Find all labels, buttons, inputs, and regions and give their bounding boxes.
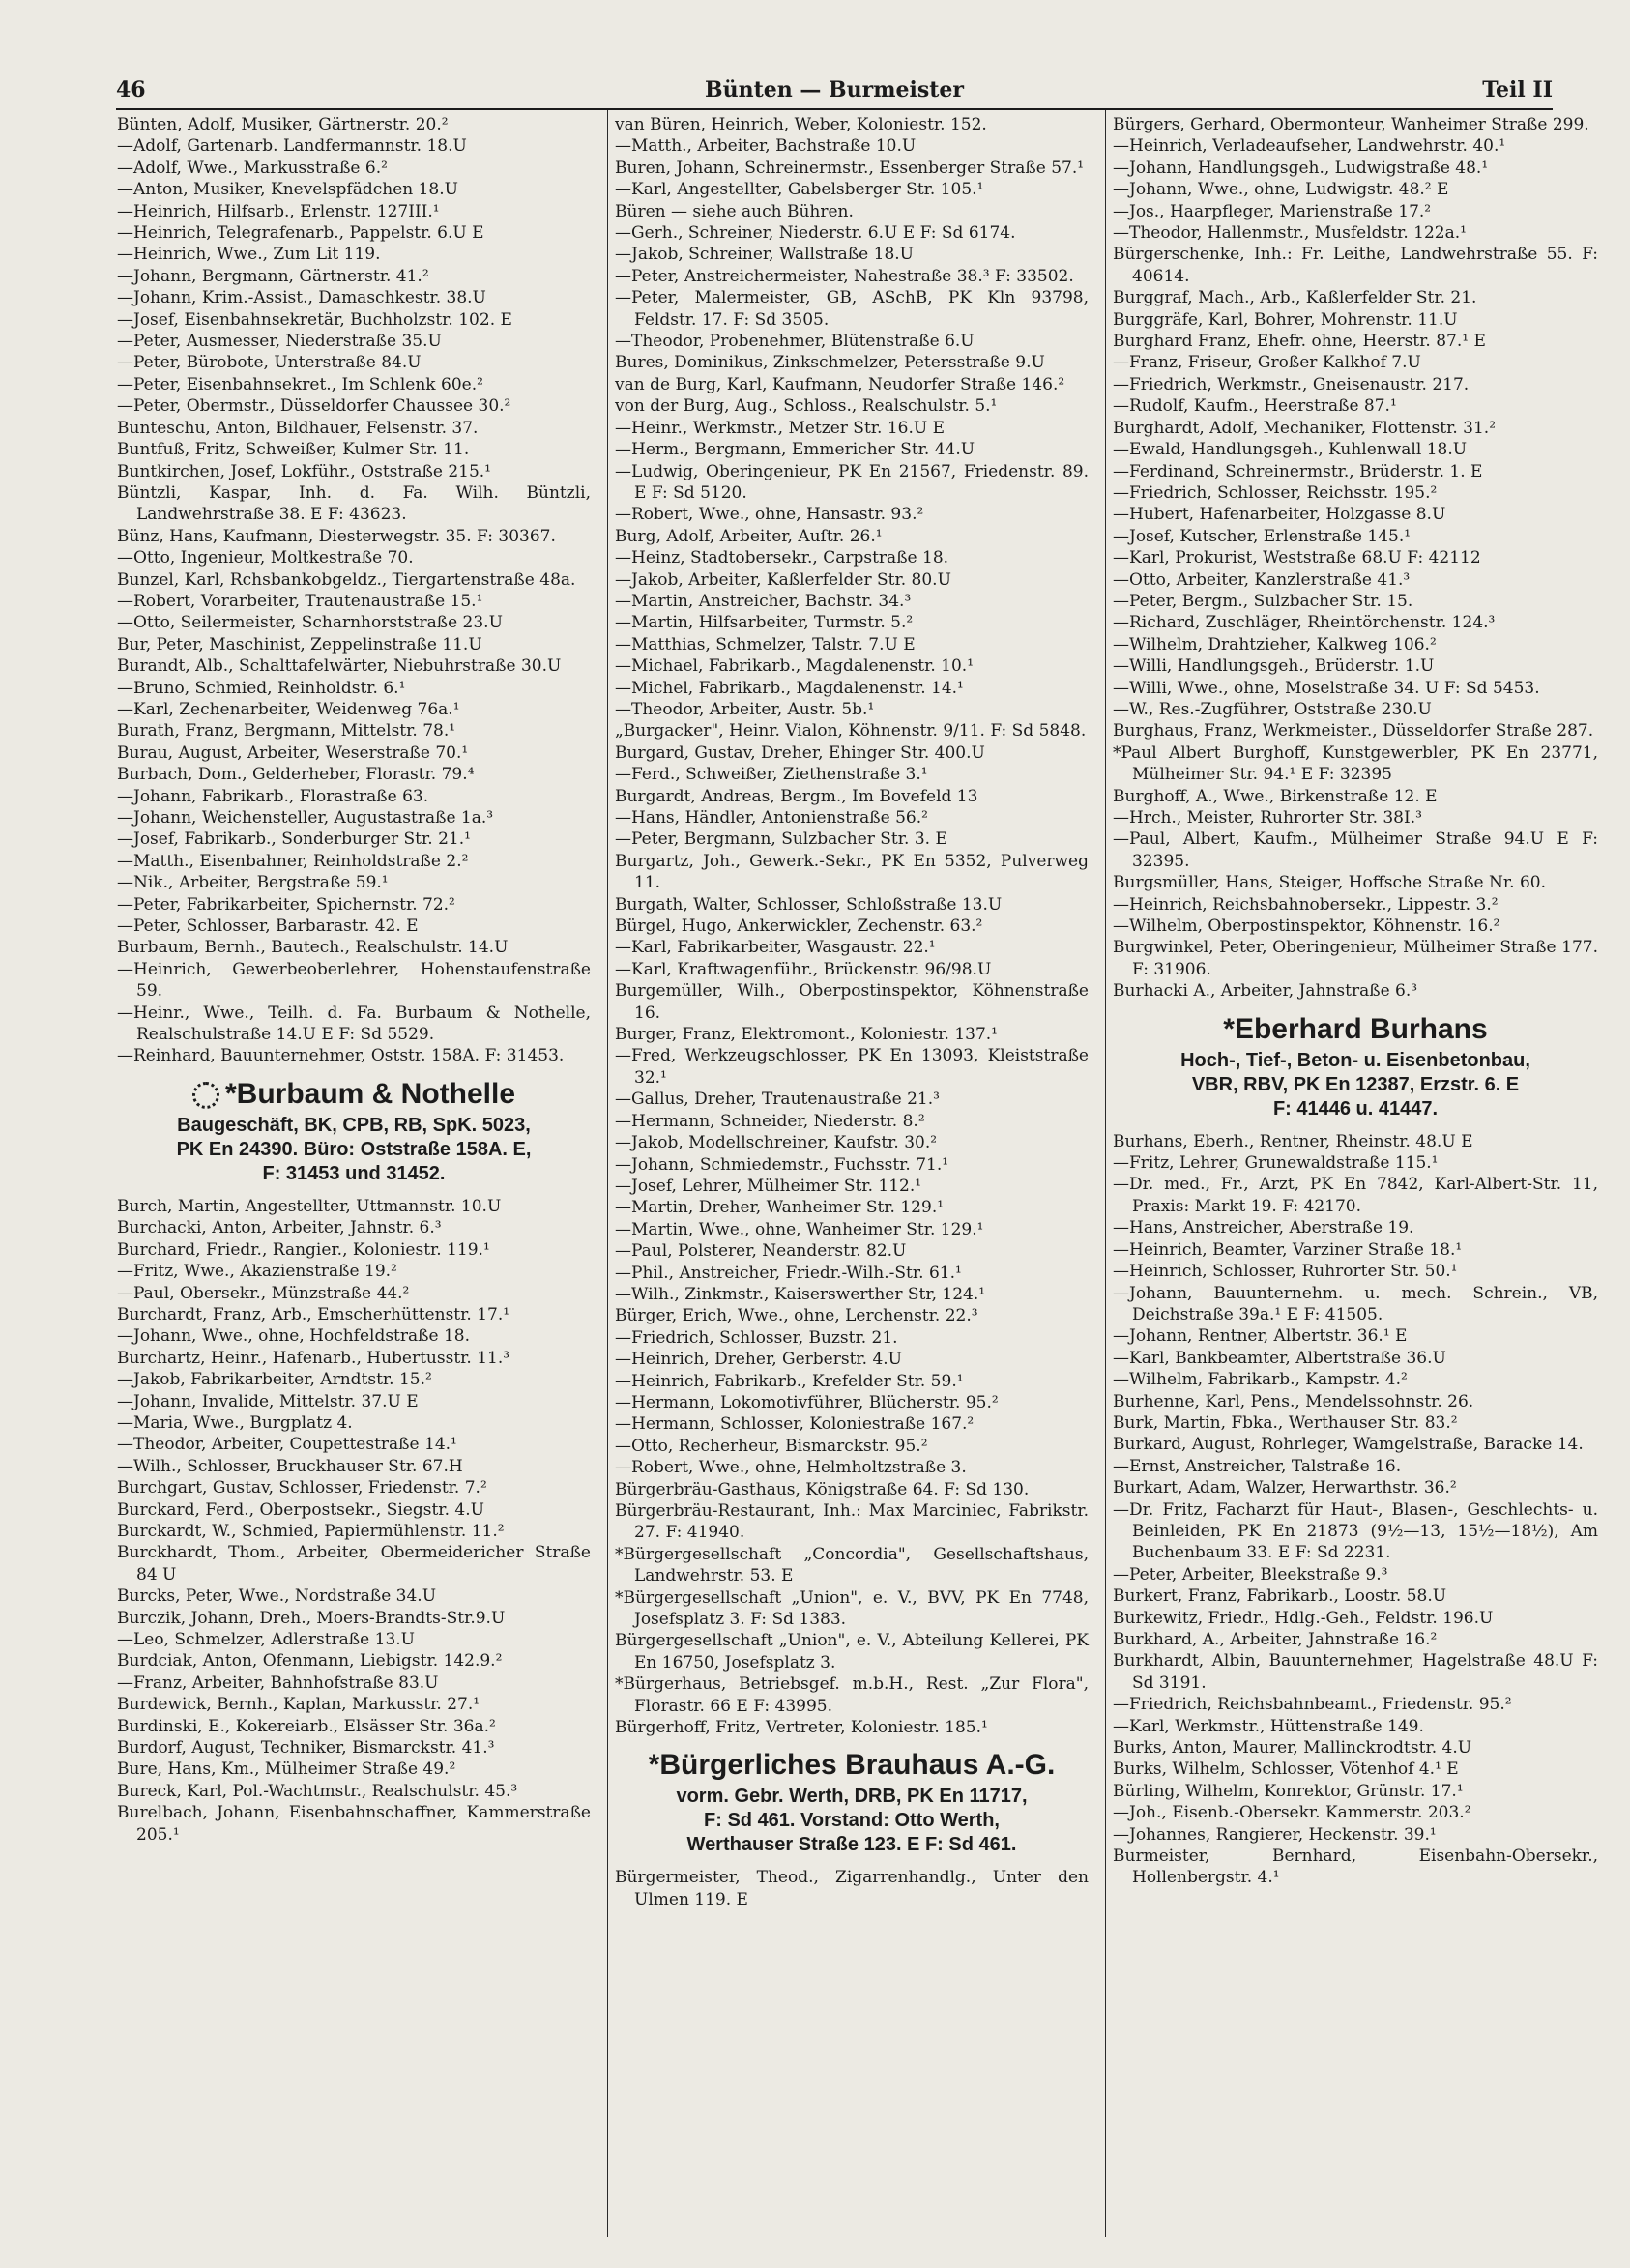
advertisement	[117, 1075, 591, 1186]
part-label: Teil II	[1482, 77, 1553, 102]
directory-entry: —Heinrich, Telegrafenarb., Pappelstr. 6.U E	[117, 223, 484, 244]
directory-entry: Burbaum, Bernh., Bautech., Realschulstr. 14.U	[117, 938, 509, 958]
directory-entry: Burchacki, Anton, Arbeiter, Jahnstr. 6.³	[117, 1218, 442, 1238]
directory-entry: —Gallus, Dreher, Trautenaustraße 21.³	[615, 1090, 940, 1110]
directory-entry: Burdciak, Anton, Ofenmann, Liebigstr. 142.9.²	[117, 1651, 503, 1672]
directory-entry: —Robert, Wwe., ohne, Helmholtzstraße 3.	[615, 1458, 967, 1478]
ad-title-text: *Bürgerliches Brauhaus A.-G.	[648, 1749, 1056, 1782]
directory-entry: Burckardt, W., Schmied, Papiermühlenstr. 11.²	[117, 1521, 505, 1541]
directory-entry: Burgartz, Joh., Gewerk.-Sekr., PK En 5352, Pulverweg 11.	[615, 851, 1089, 893]
directory-entry: —Jakob, Arbeiter, Kaßlerfelder Str. 80.U	[615, 569, 951, 590]
directory-entry: Bürgerhoff, Fritz, Vertreter, Koloniestr. 185.¹	[615, 1718, 988, 1738]
directory-entry: —Theodor, Hallenmstr., Musfeldstr. 122a.¹	[1113, 223, 1467, 244]
directory-entry: „Burgacker", Heinr. Vialon, Köhnenstr. 9/11. F: Sd 5848.	[615, 721, 1087, 741]
directory-entry: —Robert, Vorarbeiter, Trautenaustraße 15.¹	[117, 591, 483, 611]
column-divider	[607, 110, 608, 2237]
ad-line: Hoch-, Tief-, Beton- u. Eisenbetonbau,	[1180, 1049, 1530, 1071]
directory-entry: —Nik., Arbeiter, Bergstraße 59.¹	[117, 873, 389, 893]
ad-line: F: 31453 und 31452.	[262, 1162, 446, 1184]
directory-entry: Burhans, Eberh., Rentner, Rheinstr. 48.U E	[1113, 1131, 1473, 1151]
directory-entry: Burcks, Peter, Wwe., Nordstraße 34.U	[117, 1586, 437, 1607]
directory-entry: —Peter, Eisenbahnsekret., Im Schlenk 60e.²	[117, 374, 483, 394]
directory-entry: —Karl, Angestellter, Gabelsberger Str. 105.¹	[615, 180, 984, 200]
directory-entry: —Hubert, Hafenarbeiter, Holzgasse 8.U	[1113, 505, 1446, 525]
directory-entry: —Johann, Krim.-Assist., Damaschkestr. 38.U	[117, 288, 486, 308]
directory-entry: —Wilhelm, Oberpostinspektor, Köhnenstr. 16.²	[1113, 916, 1500, 937]
directory-entry: —Wilhelm, Drahtzieher, Kalkweg 106.²	[1113, 634, 1437, 654]
directory-entry: Bur, Peter, Maschinist, Zeppelinstraße 11.U	[117, 634, 482, 654]
directory-entry: Burger, Franz, Elektromont., Koloniestr. 137.¹	[615, 1025, 998, 1045]
directory-entry: —Bruno, Schmied, Reinholdstr. 6.¹	[117, 678, 406, 698]
directory-entry: —Heinrich, Reichsbahnobersekr., Lippestr. 3.²	[1113, 894, 1499, 915]
directory-entry: —Martin, Dreher, Wanheimer Str. 129.¹	[615, 1198, 945, 1218]
directory-entry: Büntzli, Kaspar, Inh. d. Fa. Wilh. Büntzli, Landwehrstraße 38. E F: 43623.	[117, 482, 591, 525]
directory-entry: —Theodor, Arbeiter, Austr. 5b.¹	[615, 699, 875, 719]
directory-entry: Burandt, Alb., Schalttafelwärter, Niebuhrstraße 30.U	[117, 656, 562, 677]
directory-entry: —Peter, Malermeister, GB, ASchB, PK Kln 93798, Feldstr. 17. F: Sd 3505.	[615, 288, 1089, 330]
directory-entry: —Herm., Bergmann, Emmericher Str. 44.U	[615, 440, 975, 460]
directory-entry: Burdorf, August, Techniker, Bismarckstr. 41.³	[117, 1738, 495, 1759]
directory-entry: —Fritz, Wwe., Akazienstraße 19.²	[117, 1262, 397, 1282]
directory-entry: *Bürgergesellschaft „Concordia", Gesellschaftshaus, Landwehrstr. 53. E	[615, 1544, 1089, 1586]
directory-entry: —Martin, Wwe., ohne, Wanheimer Str. 129.¹	[615, 1219, 984, 1239]
page-number: 46	[116, 77, 146, 102]
directory-entry: Burghoff, A., Wwe., Birkenstraße 12. E	[1113, 786, 1438, 806]
directory-entry: —Josef, Fabrikarb., Sonderburger Str. 21.¹	[117, 829, 471, 850]
directory-column-1	[117, 114, 591, 1846]
directory-entry: —Matthias, Schmelzer, Talstr. 7.U E	[615, 634, 916, 654]
directory-entry: —Adolf, Gartenarb. Landfermannstr. 18.U	[117, 136, 467, 157]
directory-entry: —Jakob, Schreiner, Wallstraße 18.U	[615, 245, 914, 265]
directory-entry: *Paul Albert Burghoff, Kunstgewerbler, PK En 23771, Mülheimer Str. 94.¹ E F: 32395	[1113, 742, 1598, 785]
directory-entry: —Friedrich, Reichsbahnbeamt., Friedenstr. 95.²	[1113, 1695, 1512, 1715]
directory-entry: Buntfuß, Fritz, Schweißer, Kulmer Str. 11.	[117, 440, 470, 460]
directory-column-2	[615, 114, 1089, 1910]
directory-entry: Burgemüller, Wilh., Oberpostinspektor, Köhnenstraße 16.	[615, 981, 1089, 1023]
ad-line: VBR, RBV, PK En 12387, Erzstr. 6. E	[1191, 1073, 1520, 1095]
directory-entry: Burkert, Franz, Fabrikarb., Loostr. 58.U	[1113, 1586, 1447, 1607]
ad-title	[1113, 1010, 1598, 1049]
directory-entry: —Johann, Rentner, Albertstr. 36.¹ E	[1113, 1326, 1408, 1347]
directory-entry: Burkewitz, Friedr., Hdlg.-Geh., Feldstr. 196.U	[1113, 1608, 1494, 1628]
directory-entry: Burath, Franz, Bergmann, Mittelstr. 78.¹	[117, 721, 456, 741]
directory-entry: —Reinhard, Bauunternehmer, Oststr. 158A. F: 31453.	[117, 1046, 565, 1066]
directory-entry: —Robert, Wwe., ohne, Hansastr. 93.²	[615, 505, 924, 525]
directory-entry: —Fred, Werkzeugschlosser, PK En 13093, Kleiststraße 32.¹	[615, 1046, 1089, 1088]
directory-entry: Burdinski, E., Kokereiarb., Elsässer Str. 36a.²	[117, 1716, 496, 1736]
directory-entry: Burggräfe, Karl, Bohrer, Mohrenstr. 11.U	[1113, 309, 1458, 330]
directory-entry: —Heinrich, Hilfsarb., Erlenstr. 127III.¹	[117, 201, 440, 221]
directory-entry: —Heinrich, Fabrikarb., Krefelder Str. 59.¹	[615, 1371, 964, 1391]
directory-entry: —Ludwig, Oberingenieur, PK En 21567, Friedenstr. 89. E F: Sd 5120.	[615, 461, 1089, 503]
directory-entry: —Karl, Prokurist, Weststraße 68.U F: 42112	[1113, 548, 1481, 568]
directory-entry: Burgard, Gustav, Dreher, Ehinger Str. 400.U	[615, 742, 985, 763]
directory-entry: Burbach, Dom., Gelderheber, Florastr. 79.⁴	[117, 765, 475, 785]
directory-entry: Bürgergesellschaft „Union", e. V., Abteilung Kellerei, PK En 16750, Josefsplatz 3.	[615, 1631, 1089, 1672]
directory-entry: Bures, Dominikus, Zinkschmelzer, Petersstraße 9.U	[615, 353, 1045, 373]
directory-entry: van Büren, Heinrich, Weber, Koloniestr. 152.	[615, 115, 987, 134]
directory-entry: —Wilh., Schlosser, Bruckhauser Str. 67.H	[117, 1456, 463, 1476]
directory-entry: Burggraf, Mach., Arb., Kaßlerfelder Str. 21.	[1113, 288, 1477, 308]
directory-column-3	[1113, 114, 1598, 1889]
directory-entry: —Willi, Wwe., ohne, Moselstraße 34. U F: Sd 5453.	[1113, 678, 1540, 698]
directory-entry: Burczik, Johann, Dreh., Moers-Brandts-Str.9.U	[117, 1608, 506, 1628]
directory-entry: Burkhard, A., Arbeiter, Jahnstraße 16.²	[1113, 1630, 1438, 1649]
advertisement	[1113, 1010, 1598, 1121]
directory-entry: —Peter, Bergmann, Sulzbacher Str. 3. E	[615, 829, 947, 850]
directory-entry: —Johannes, Rangierer, Heckenstr. 39.¹	[1113, 1824, 1437, 1845]
ad-line: F: 41446 u. 41447.	[1272, 1097, 1439, 1119]
directory-entry: Burkard, August, Rohrleger, Wamgelstraße, Baracke 14.	[1113, 1435, 1584, 1455]
directory-entry: —Hermann, Schlosser, Koloniestraße 167.²	[615, 1414, 975, 1435]
directory-entry: —Martin, Anstreicher, Bachstr. 34.³	[615, 591, 912, 611]
directory-entry: —Paul, Albert, Kaufm., Mülheimer Straße 94.U E F: 32395.	[1113, 829, 1598, 871]
directory-entry: Burckard, Ferd., Oberpostsekr., Siegstr. 4.U	[117, 1499, 484, 1520]
directory-entry: Bürgerschenke, Inh.: Fr. Leithe, Landwehrstraße 55. F: 40614.	[1113, 245, 1598, 286]
directory-entry: —Jos., Haarpfleger, Marienstraße 17.²	[1113, 201, 1432, 221]
directory-entry: —Peter, Schlosser, Barbarastr. 42. E	[117, 916, 419, 937]
directory-entry: —Adolf, Wwe., Markusstraße 6.²	[117, 158, 388, 178]
directory-entry: —Matth., Arbeiter, Bachstraße 10.U	[615, 136, 917, 157]
directory-entry: Bürgel, Hugo, Ankerwickler, Zechenstr. 63.²	[615, 916, 983, 937]
directory-entry: Burks, Anton, Maurer, Mallinckrodtstr. 4.U	[1113, 1738, 1472, 1759]
directory-entry: *Bürgerhaus, Betriebsgef. m.b.H., Rest. „Zur Flora", Florastr. 66 E F: 43995.	[615, 1674, 1089, 1716]
directory-entry: —Johann, Weichensteller, Augustastraße 1a.³	[117, 808, 494, 828]
advertisement	[615, 1746, 1089, 1857]
directory-entry: Bürgerbräu-Restaurant, Inh.: Max Marciniec, Fabrikstr. 27. F: 41940.	[615, 1501, 1089, 1543]
directory-entry: —Johann, Wwe., ohne, Hochfeldstraße 18.	[117, 1326, 471, 1347]
directory-entry: —Johann, Wwe., ohne, Ludwigstr. 48.² E	[1113, 180, 1449, 200]
directory-entry: Burhenne, Karl, Pens., Mendelssohnstr. 26.	[1113, 1391, 1474, 1411]
directory-entry: Burks, Wilhelm, Schlosser, Vötenhof 4.¹ E	[1113, 1759, 1459, 1780]
directory-entry: —Franz, Friseur, Großer Kalkhof 7.U	[1113, 353, 1421, 373]
ad-title	[615, 1746, 1089, 1785]
directory-entry: Burau, August, Arbeiter, Weserstraße 70.¹	[117, 742, 469, 763]
directory-entry: Burdewick, Bernh., Kaplan, Markusstr. 27.¹	[117, 1695, 480, 1715]
directory-entry: Bure, Hans, Km., Mülheimer Straße 49.²	[117, 1759, 456, 1780]
running-title: Bünten — Burmeister	[704, 77, 964, 102]
directory-entry: —Michel, Fabrikarb., Magdalenenstr. 14.¹	[615, 678, 964, 698]
directory-entry: Burhacki A., Arbeiter, Jahnstraße 6.³	[1113, 981, 1418, 1002]
directory-entry: —Paul, Obersekr., Münzstraße 44.²	[117, 1283, 410, 1303]
directory-entry: —Joh., Eisenb.-Obersekr. Kammerstr. 203.²	[1113, 1803, 1471, 1823]
directory-entry: —Heinr., Wwe., Teilh. d. Fa. Burbaum & Nothelle, Realschulstraße 14.U E F: Sd 5529.	[117, 1003, 591, 1045]
directory-entry: —Rudolf, Kaufm., Heerstraße 87.¹	[1113, 396, 1397, 417]
directory-entry: —Franz, Arbeiter, Bahnhofstraße 83.U	[117, 1672, 439, 1693]
directory-entry: —Karl, Bankbeamter, Albertstraße 36.U	[1113, 1348, 1446, 1368]
directory-entry: Burchardt, Franz, Arb., Emscherhüttenstr. 17.¹	[117, 1304, 510, 1324]
directory-entry: —Johann, Fabrikarb., Florastraße 63.	[117, 786, 429, 806]
column-divider	[1105, 110, 1106, 2237]
directory-entry: —Peter, Arbeiter, Bleekstraße 9.³	[1113, 1564, 1388, 1585]
directory-entry: —W., Res.-Zugführer, Oststraße 230.U	[1113, 699, 1432, 719]
directory-entry: Burgsmüller, Hans, Steiger, Hoffsche Straße Nr. 60.	[1113, 873, 1547, 893]
directory-entry: —Martin, Hilfsarbeiter, Turmstr. 5.²	[615, 613, 914, 633]
directory-entry: —Johann, Invalide, Mittelstr. 37.U E	[117, 1391, 419, 1411]
directory-entry: —Heinr., Werkmstr., Metzer Str. 16.U E	[615, 418, 946, 438]
directory-entry: —Johann, Bauunternehm. u. mech. Schrein., VB, Deichstraße 39a.¹ E F: 41505.	[1113, 1283, 1598, 1324]
directory-entry: —Peter, Fabrikarbeiter, Spichernstr. 72.²	[117, 894, 455, 915]
directory-entry: —Johann, Schmiedemstr., Fuchsstr. 71.¹	[615, 1154, 949, 1175]
directory-entry: Burghardt, Adolf, Mechaniker, Flottenstr. 31.²	[1113, 418, 1497, 438]
header-rule	[116, 108, 1553, 110]
directory-entry: —Maria, Wwe., Burgplatz 4.	[117, 1412, 353, 1433]
directory-entry: —Karl, Kraftwagenführ., Brückenstr. 96/98.U	[615, 959, 992, 979]
directory-entry: Bunzel, Karl, Rchsbankobgeldz., Tiergartenstraße 48a.	[117, 569, 576, 590]
page-header	[116, 77, 1553, 110]
ad-line: Werthauser Straße 123. E F: Sd 461.	[686, 1834, 1017, 1856]
directory-entry: —Otto, Recherheur, Bismarckstr. 95.²	[615, 1436, 928, 1456]
directory-entry: —Heinrich, Wwe., Zum Lit 119.	[117, 245, 381, 265]
directory-entry: —Wilh., Zinkmstr., Kaiserswerther Str, 124.¹	[615, 1284, 986, 1304]
directory-entry: Büren — siehe auch Bühren.	[615, 201, 854, 221]
directory-entry: Burkhardt, Albin, Bauunternehmer, Hagelstraße 48.U F: Sd 3191.	[1113, 1651, 1598, 1693]
directory-entry: Burgwinkel, Peter, Oberingenieur, Mülheimer Straße 177. F: 31906.	[1113, 938, 1598, 979]
directory-entry: —Johann, Handlungsgeh., Ludwigstraße 48.¹	[1113, 158, 1489, 178]
directory-entry: Bünz, Hans, Kaufmann, Diesterwegstr. 35. F: 30367.	[117, 526, 556, 546]
directory-entry: —Peter, Bergm., Sulzbacher Str. 15.	[1113, 591, 1413, 611]
directory-entry: van de Burg, Karl, Kaufmann, Neudorfer Straße 146.²	[615, 374, 1065, 394]
directory-entry: Bürger, Erich, Wwe., ohne, Lerchenstr. 22.³	[615, 1306, 978, 1326]
directory-entry: —Friedrich, Werkmstr., Gneisenaustr. 217.	[1113, 374, 1470, 394]
directory-entry: Bürling, Wilhelm, Konrektor, Grünstr. 17.¹	[1113, 1781, 1464, 1801]
directory-entry: von der Burg, Aug., Schloss., Realschulstr. 5.¹	[615, 396, 998, 417]
directory-entry: Burgardt, Andreas, Bergm., Im Bovefeld 13	[615, 786, 978, 806]
ad-title-text: *Burbaum & Nothelle	[224, 1077, 516, 1110]
directory-entry: —Leo, Schmelzer, Adlerstraße 13.U	[117, 1630, 415, 1649]
directory-entry: Burchard, Friedr., Rangier., Koloniestr. 119.¹	[117, 1239, 490, 1260]
directory-entry: —Peter, Bürobote, Unterstraße 84.U	[117, 353, 422, 373]
directory-entry: —Ewald, Handlungsgeh., Kuhlenwall 18.U	[1113, 440, 1468, 460]
directory-entry: —Otto, Arbeiter, Kanzlerstraße 41.³	[1113, 569, 1411, 590]
directory-entry: —Gerh., Schreiner, Niederstr. 6.U E F: Sd 6174.	[615, 223, 1016, 244]
directory-entry: —Hans, Anstreicher, Aberstraße 19.	[1113, 1218, 1414, 1238]
directory-entry: Burchartz, Heinr., Hafenarb., Hubertusstr. 11.³	[117, 1348, 510, 1368]
directory-entry: Bureck, Karl, Pol.-Wachtmstr., Realschulstr. 45.³	[117, 1781, 518, 1801]
directory-entry: —Phil., Anstreicher, Friedr.-Wilh.-Str. 61.¹	[615, 1263, 962, 1283]
directory-entry: —Heinrich, Gewerbeoberlehrer, Hohenstaufenstraße 59.	[117, 959, 591, 1002]
directory-entry: Burkart, Adam, Walzer, Herwarthstr. 36.²	[1113, 1478, 1457, 1498]
directory-entry: —Jakob, Fabrikarbeiter, Arndtstr. 15.²	[117, 1370, 432, 1390]
directory-entry: —Ferdinand, Schreinermstr., Brüderstr. 1. E	[1113, 461, 1483, 481]
directory-entry: Burelbach, Johann, Eisenbahnschaffner, Kammerstraße 205.¹	[117, 1803, 591, 1845]
ad-line: Baugeschäft, BK, CPB, RB, SpK. 5023,	[177, 1114, 531, 1136]
directory-entry: *Bürgergesellschaft „Union", e. V., BVV, PK En 7748, Josefsplatz 3. F: Sd 1383.	[615, 1587, 1089, 1630]
directory-entry: Burghaus, Franz, Werkmeister., Düsseldorfer Straße 287.	[1113, 721, 1594, 741]
directory-entry: Burchgart, Gustav, Schlosser, Friedenstr. 7.²	[117, 1478, 487, 1498]
ad-line: vorm. Gebr. Werth, DRB, PK En 11717,	[676, 1786, 1028, 1808]
directory-entry: —Wilhelm, Fabrikarb., Kampstr. 4.²	[1113, 1370, 1408, 1390]
directory-entry: —Matth., Eisenbahner, Reinholdstraße 2.²	[117, 851, 469, 871]
directory-entry: —Karl, Fabrikarbeiter, Wasgaustr. 22.¹	[615, 938, 936, 958]
ad-title	[117, 1075, 591, 1114]
directory-entry: Burmeister, Bernhard, Eisenbahn-Obersekr., Hollenbergstr. 4.¹	[1113, 1846, 1598, 1888]
directory-entry: —Friedrich, Schlosser, Buzstr. 21.	[615, 1327, 898, 1348]
directory-entry: —Josef, Eisenbahnsekretär, Buchholzstr. 102. E	[117, 309, 512, 330]
directory-entry: —Josef, Lehrer, Mülheimer Str. 112.¹	[615, 1176, 922, 1196]
directory-entry: —Heinz, Stadtobersekr., Carpstraße 18.	[615, 548, 949, 568]
directory-entry: —Theodor, Probenehmer, Blütenstraße 6.U	[615, 332, 975, 352]
directory-entry: —Peter, Anstreichermeister, Nahestraße 38.³ F: 33502.	[615, 266, 1074, 286]
directory-entry: —Hermann, Lokomotivführer, Blücherstr. 95.²	[615, 1392, 999, 1412]
directory-entry: —Hans, Händler, Antonienstraße 56.²	[615, 808, 928, 828]
directory-entry: —Heinrich, Beamter, Varziner Straße 18.¹	[1113, 1239, 1463, 1260]
directory-entry: —Hrch., Meister, Ruhrorter Str. 38I.³	[1113, 808, 1422, 828]
directory-entry: Burckhardt, Thom., Arbeiter, Obermeidericher Straße 84 U	[117, 1543, 591, 1585]
directory-entry: Burghard Franz, Ehefr. ohne, Heerstr. 87.¹ E	[1113, 332, 1486, 352]
directory-entry: —Ferd., Schweißer, Ziethenstraße 3.¹	[615, 765, 928, 785]
directory-entry: —Otto, Ingenieur, Moltkestraße 70.	[117, 548, 414, 568]
directory-entry: —Otto, Seilermeister, Scharnhorststraße 23.U	[117, 613, 503, 633]
directory-entry: —Friedrich, Schlosser, Reichsstr. 195.²	[1113, 482, 1438, 503]
directory-entry: —Anton, Musiker, Knevelspfädchen 18.U	[117, 180, 458, 200]
directory-entry: —Peter, Obermstr., Düsseldorfer Chaussee 30.²	[117, 396, 511, 417]
ad-title-text: *Eberhard Burhans	[1223, 1012, 1488, 1045]
ad-line: F: Sd 461. Vorstand: Otto Werth,	[704, 1810, 1000, 1832]
company-logo-icon	[192, 1082, 219, 1109]
directory-entry: Buntkirchen, Josef, Lokführ., Oststraße 215.¹	[117, 461, 491, 481]
directory-entry: —Johann, Bergmann, Gärtnerstr. 41.²	[117, 266, 429, 286]
directory-entry: —Peter, Ausmesser, Niederstraße 35.U	[117, 332, 442, 352]
directory-entry: —Heinrich, Dreher, Gerberstr. 4.U	[615, 1350, 903, 1370]
directory-entry: —Hermann, Schneider, Niederstr. 8.²	[615, 1111, 925, 1131]
directory-entry: Buren, Johann, Schreinermstr., Essenberger Straße 57.¹	[615, 158, 1085, 178]
directory-entry: —Karl, Werkmstr., Hüttenstraße 149.	[1113, 1716, 1424, 1736]
directory-entry: Bünten, Adolf, Musiker, Gärtnerstr. 20.²	[117, 115, 449, 134]
directory-entry: Burgath, Walter, Schlosser, Schloßstraße 13.U	[615, 894, 1003, 915]
directory-entry: —Fritz, Lehrer, Grunewaldstraße 115.¹	[1113, 1153, 1439, 1174]
directory-entry: Burch, Martin, Angestellter, Uttmannstr. 10.U	[117, 1196, 502, 1216]
directory-entry: Bürgers, Gerhard, Obermonteur, Wanheimer Straße 299.	[1113, 115, 1589, 134]
directory-entry: —Richard, Zuschläger, Rheintörchenstr. 124.³	[1113, 613, 1496, 633]
directory-entry: —Heinrich, Schlosser, Ruhrorter Str. 50.¹	[1113, 1262, 1458, 1282]
directory-entry: —Michael, Fabrikarb., Magdalenenstr. 10.¹	[615, 656, 975, 677]
directory-entry: —Ernst, Anstreicher, Talstraße 16.	[1113, 1456, 1402, 1476]
directory-entry: Burk, Martin, Fbka., Werthauser Str. 83.²	[1113, 1412, 1458, 1433]
directory-entry: Bürgerbräu-Gasthaus, Königstraße 64. F: Sd 130.	[615, 1479, 1030, 1499]
directory-entry: Bunteschu, Anton, Bildhauer, Felsenstr. 37.	[117, 418, 479, 438]
directory-entry: —Dr. med., Fr., Arzt, PK En 7842, Karl-Albert-Str. 11, Praxis: Markt 19. F: 42170.	[1113, 1175, 1598, 1216]
directory-entry: —Paul, Polsterer, Neanderstr. 82.U	[615, 1241, 907, 1262]
directory-entry: —Dr. Fritz, Facharzt für Haut-, Blasen-, Geschlechts- u. Beinleiden, PK En 21873 (9½—13, 15½—18½), Am Buchenbaum 33. E F: Sd 2231.	[1113, 1499, 1598, 1563]
directory-entry: —Theodor, Arbeiter, Coupettestraße 14.¹	[117, 1435, 457, 1455]
directory-entry: —Willi, Handlungsgeh., Brüderstr. 1.U	[1113, 656, 1435, 677]
directory-entry: —Heinrich, Verladeaufseher, Landwehrstr. 40.¹	[1113, 136, 1506, 157]
directory-entry: Burg, Adolf, Arbeiter, Auſtr. 26.¹	[615, 526, 883, 546]
directory-entry: —Josef, Kutscher, Erlenstraße 145.¹	[1113, 526, 1412, 546]
directory-entry: —Jakob, Modellschreiner, Kaufstr. 30.²	[615, 1133, 938, 1153]
ad-line: PK En 24390. Büro: Oststraße 158A. E,	[176, 1138, 532, 1160]
directory-entry: —Karl, Zechenarbeiter, Weidenweg 76a.¹	[117, 699, 460, 719]
directory-entry: Bürgermeister, Theod., Zigarrenhandlg., Unter den Ulmen 119. E	[615, 1868, 1089, 1909]
